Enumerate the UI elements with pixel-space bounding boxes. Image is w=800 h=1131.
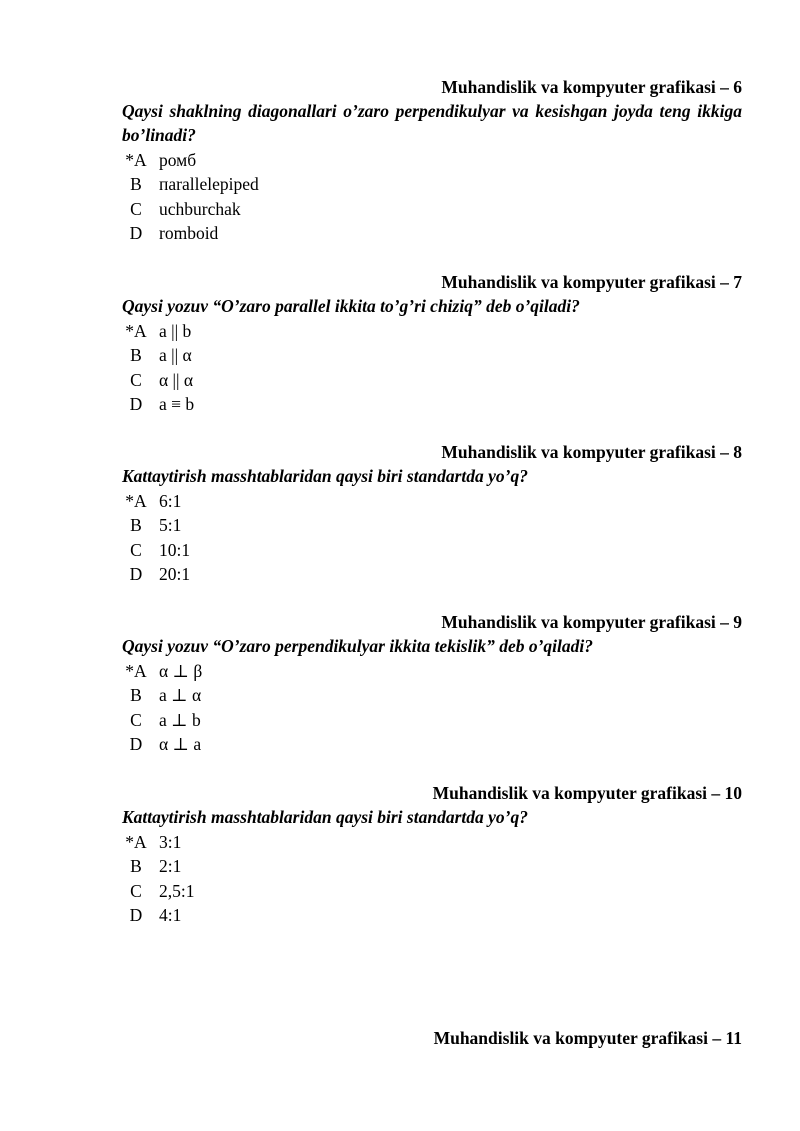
answer-text: 20:1: [159, 563, 191, 584]
answer-key: D: [129, 904, 143, 925]
question-title: Muhandislik va kompyuter grafikasi – 8: [441, 442, 742, 462]
answer-option: [122, 732, 742, 756]
answer-key: C: [130, 709, 142, 730]
answer-key: *A: [125, 150, 147, 170]
answer-text: 6:1: [159, 491, 182, 511]
answer-list: [122, 148, 742, 245]
question-block-11: [122, 1026, 742, 1050]
question-text: Qaysi yozuv “O’zaro perpendikulyar ikkita tekislik” deb o’qiladi?: [122, 636, 594, 656]
answer-text: uchburchak: [159, 198, 241, 219]
question-block-10: [122, 781, 742, 927]
question-title: Muhandislik va kompyuter grafikasi – 11: [433, 1028, 742, 1048]
question-text: Kattaytirish masshtablaridan qaysi biri standartda yo’q?: [122, 807, 528, 827]
answer-text: 3:1: [159, 832, 182, 852]
answer-option: [122, 683, 742, 707]
answer-option: [122, 562, 742, 586]
question-title: Muhandislik va kompyuter grafikasi – 6: [441, 77, 742, 97]
answer-key: C: [130, 369, 142, 390]
answer-option: [122, 513, 742, 537]
question-title: Muhandislik va kompyuter grafikasi – 10: [432, 783, 742, 803]
question-block-6: [122, 75, 742, 245]
answer-text: пarallelepiped: [159, 174, 259, 195]
answer-key: *A: [125, 321, 147, 341]
answer-option: [122, 392, 742, 416]
answer-option: [122, 221, 742, 245]
answer-key: C: [130, 880, 142, 901]
question-text: Qaysi yozuv “O’zaro parallel ikkita to’g’ri chiziq” deb o’qiladi?: [122, 296, 580, 316]
answer-key: *A: [125, 661, 147, 681]
answer-key: B: [130, 685, 142, 706]
answer-key: B: [130, 345, 142, 366]
answer-option: [122, 538, 742, 562]
answer-option: [122, 879, 742, 903]
answer-option: [122, 830, 742, 854]
answer-list: [122, 659, 742, 756]
answer-option: [122, 903, 742, 927]
answer-key: C: [130, 198, 142, 219]
answer-text: 4:1: [159, 904, 182, 925]
answer-key: D: [129, 222, 143, 243]
question-text: Kattaytirish masshtablaridan qaysi biri standartda yo’q?: [122, 466, 528, 486]
answer-key: B: [130, 856, 142, 877]
answer-text: α ⊥ a: [159, 733, 202, 754]
answer-option: [122, 319, 742, 343]
question-block-9: [122, 610, 742, 756]
answer-key: B: [130, 174, 142, 195]
answer-text: a ⊥ α: [159, 685, 202, 706]
answer-key: *A: [125, 491, 147, 511]
question-text: Qaysi shaklning diagonallari o’zaro perpendikulyar va kesishgan joyda teng ikkiga bo’linadi?: [122, 101, 742, 145]
answer-text: α || α: [159, 369, 194, 390]
answer-text: a ⊥ b: [159, 709, 201, 730]
answer-text: 10:1: [159, 539, 191, 560]
question-title: Muhandislik va kompyuter grafikasi – 9: [441, 612, 742, 632]
answer-option: [122, 172, 742, 196]
answer-text: a || α: [159, 345, 192, 366]
answer-option: [122, 854, 742, 878]
answer-text: α ⊥ β: [159, 661, 203, 681]
answer-text: 2,5:1: [159, 880, 195, 901]
answer-option: [122, 368, 742, 392]
answer-text: a || b: [159, 321, 192, 341]
answer-key: D: [129, 393, 143, 414]
answer-text: a ≡ b: [159, 393, 195, 414]
answer-text: 5:1: [159, 515, 182, 536]
answer-option: [122, 148, 742, 172]
answer-option: [122, 489, 742, 513]
answer-list: [122, 489, 742, 586]
answer-option: [122, 708, 742, 732]
answer-key: C: [130, 539, 142, 560]
answer-list: [122, 319, 742, 416]
answer-list: [122, 830, 742, 927]
answer-key: *A: [125, 832, 147, 852]
answer-option: [122, 343, 742, 367]
question-title: Muhandislik va kompyuter grafikasi – 7: [441, 272, 742, 292]
answer-text: romboid: [159, 222, 219, 243]
question-block-7: [122, 270, 742, 416]
answer-key: D: [129, 733, 143, 754]
answer-option: [122, 197, 742, 221]
answer-option: [122, 659, 742, 683]
answer-text: 2:1: [159, 856, 182, 877]
answer-key: D: [129, 563, 143, 584]
question-block-8: [122, 440, 742, 586]
answer-key: B: [130, 515, 142, 536]
answer-text: ромб: [159, 150, 197, 170]
